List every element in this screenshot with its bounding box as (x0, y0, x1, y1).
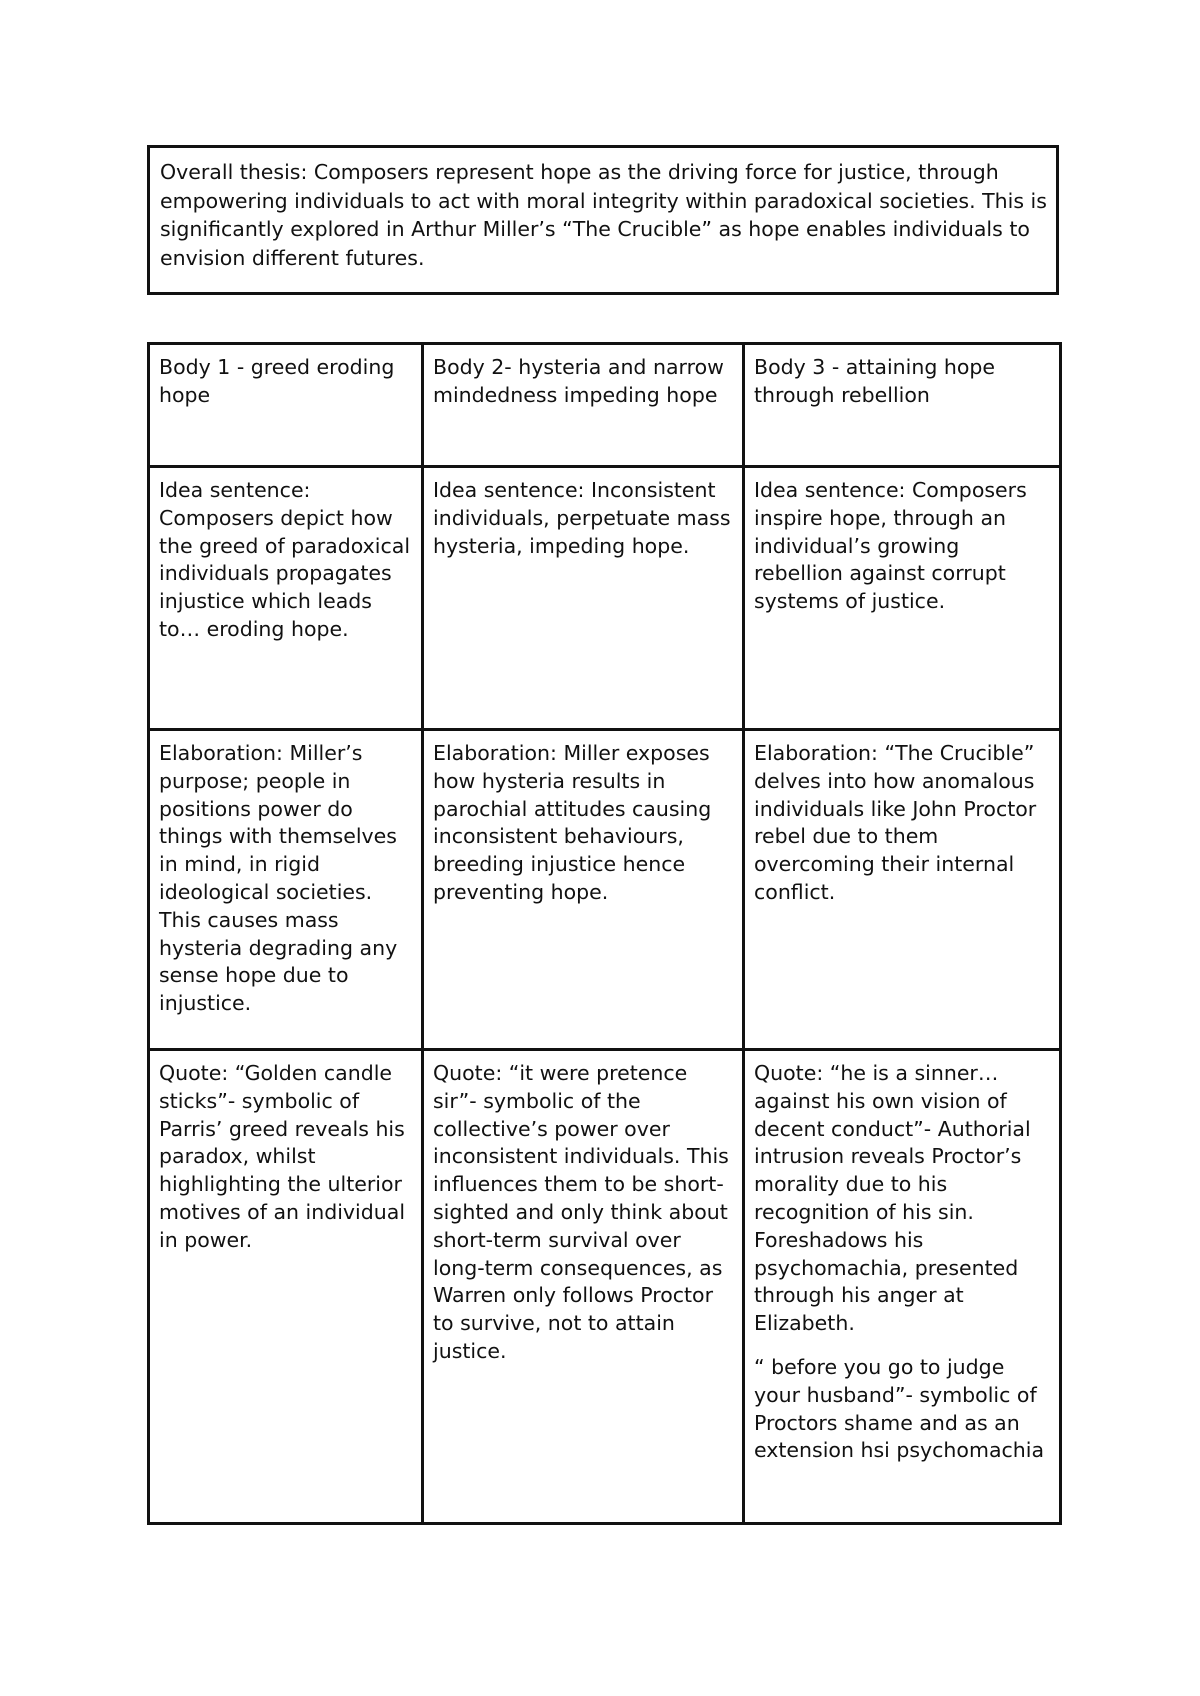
body-3-quote-cell (744, 1050, 1061, 1524)
body-3-quote-extra: “ before you go to judge your husband”- symbolic of Proctors shame and as an extension hsi psychomachia (754, 1354, 1045, 1463)
table-row-idea (149, 467, 1061, 730)
body-2-idea: Idea sentence: Inconsistent individuals, perpetuate mass hysteria, impeding hope. (423, 467, 744, 730)
body-3-quote: Quote: “he is a sinner… against his own vision of decent conduct”- Authorial intrusion reveals Proctor’s morality due to his recognition of his sin. Foreshadows his psychomachia, presented through his anger at Elizabeth. (754, 1061, 1031, 1336)
body-1-header: Body 1 - greed eroding hope (149, 344, 423, 467)
body-2-header: Body 2- hysteria and narrow mindedness impeding hope (423, 344, 744, 467)
body-1-elaboration: Elaboration: Miller’s purpose; people in positions power do things with themselves in mind, in rigid ideological societies. This causes mass hysteria degrading any sense hope due to injustice. (149, 730, 423, 1050)
body-3-idea: Idea sentence: Composers inspire hope, through an individual’s growing rebellion against corrupt systems of justice. (744, 467, 1061, 730)
table-row-quote (149, 1050, 1061, 1524)
body-3-header: Body 3 - attaining hope through rebellion (744, 344, 1061, 467)
table-row-elaboration (149, 730, 1061, 1050)
body-3-elaboration: Elaboration: “The Crucible” delves into how anomalous individuals like John Proctor rebel due to them overcoming their internal conflict. (744, 730, 1061, 1050)
body-2-elaboration: Elaboration: Miller exposes how hysteria results in parochial attitudes causing inconsistent behaviours, breeding injustice hence preventing hope. (423, 730, 744, 1050)
body-1-quote: Quote: “Golden candle sticks”- symbolic of Parris’ greed reveals his paradox, whilst highlighting the ulterior motives of an individual in power. (149, 1050, 423, 1524)
body-1-idea: Idea sentence: Composers depict how the greed of paradoxical individuals propagates injustice which leads to… eroding hope. (149, 467, 423, 730)
thesis-box (147, 145, 1059, 295)
essay-outline-table (147, 342, 1062, 1525)
thesis-text: Overall thesis: Composers represent hope as the driving force for justice, through empowering individuals to act with moral integrity within paradoxical societies. This is significantly explored in Arthur Miller’s “The Crucible” as hope enables individuals to envision different futures. (160, 160, 1047, 270)
table-row-headers (149, 344, 1061, 467)
body-2-quote: Quote: “it were pretence sir”- symbolic of the collective’s power over inconsistent individuals. This influences them to be short-sighted and only think about short-term survival over long-term consequences, as Warren only follows Proctor to survive, not to attain justice. (423, 1050, 744, 1524)
